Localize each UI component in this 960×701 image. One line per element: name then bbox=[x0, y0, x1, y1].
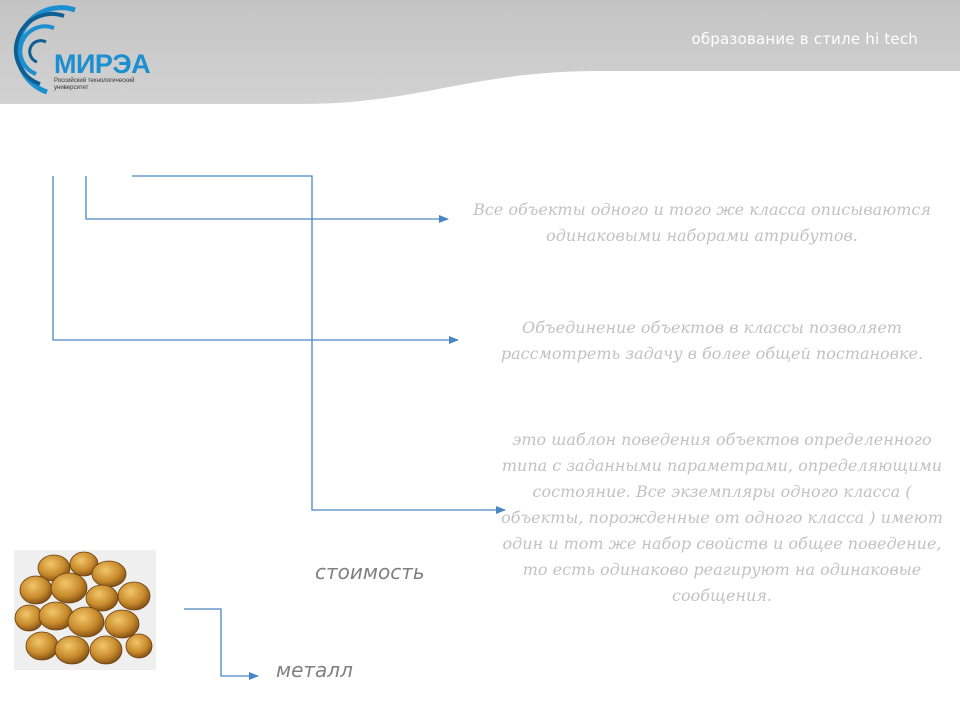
connector-line-3 bbox=[132, 176, 505, 510]
description-class-definition: это шаблон поведения объектов определенного типа с заданными параметрами, определяющими состояние. Все экземпляры одного класса ( объекты, порожденные от одного класса ) имеют один и тот же набор свойств и общее поведение, то есть одинаково реагируют на одинаковые сообщения. bbox=[501, 430, 943, 605]
connector-line-1 bbox=[86, 176, 448, 219]
university-logo bbox=[0, 0, 170, 104]
attribute-metal-label: металл bbox=[276, 658, 353, 682]
header-slogan: образование в стиле hi tech bbox=[691, 30, 918, 48]
logo-wordmark: МИРЭА bbox=[54, 49, 151, 79]
attribute-cost-label: стоимость bbox=[315, 560, 425, 584]
description-generalization: Объединение объектов в классы позволяет рассмотреть задачу в более общей постановке. bbox=[500, 318, 924, 363]
description-attributes: Все объекты одного и того же класса описываются одинаковыми наборами атрибутов. bbox=[473, 200, 931, 245]
connector-line-2 bbox=[53, 176, 458, 340]
logo-subtitle: Российский технологический университет bbox=[54, 78, 135, 91]
coins-image bbox=[14, 550, 156, 670]
connector-line-metal bbox=[184, 609, 258, 676]
